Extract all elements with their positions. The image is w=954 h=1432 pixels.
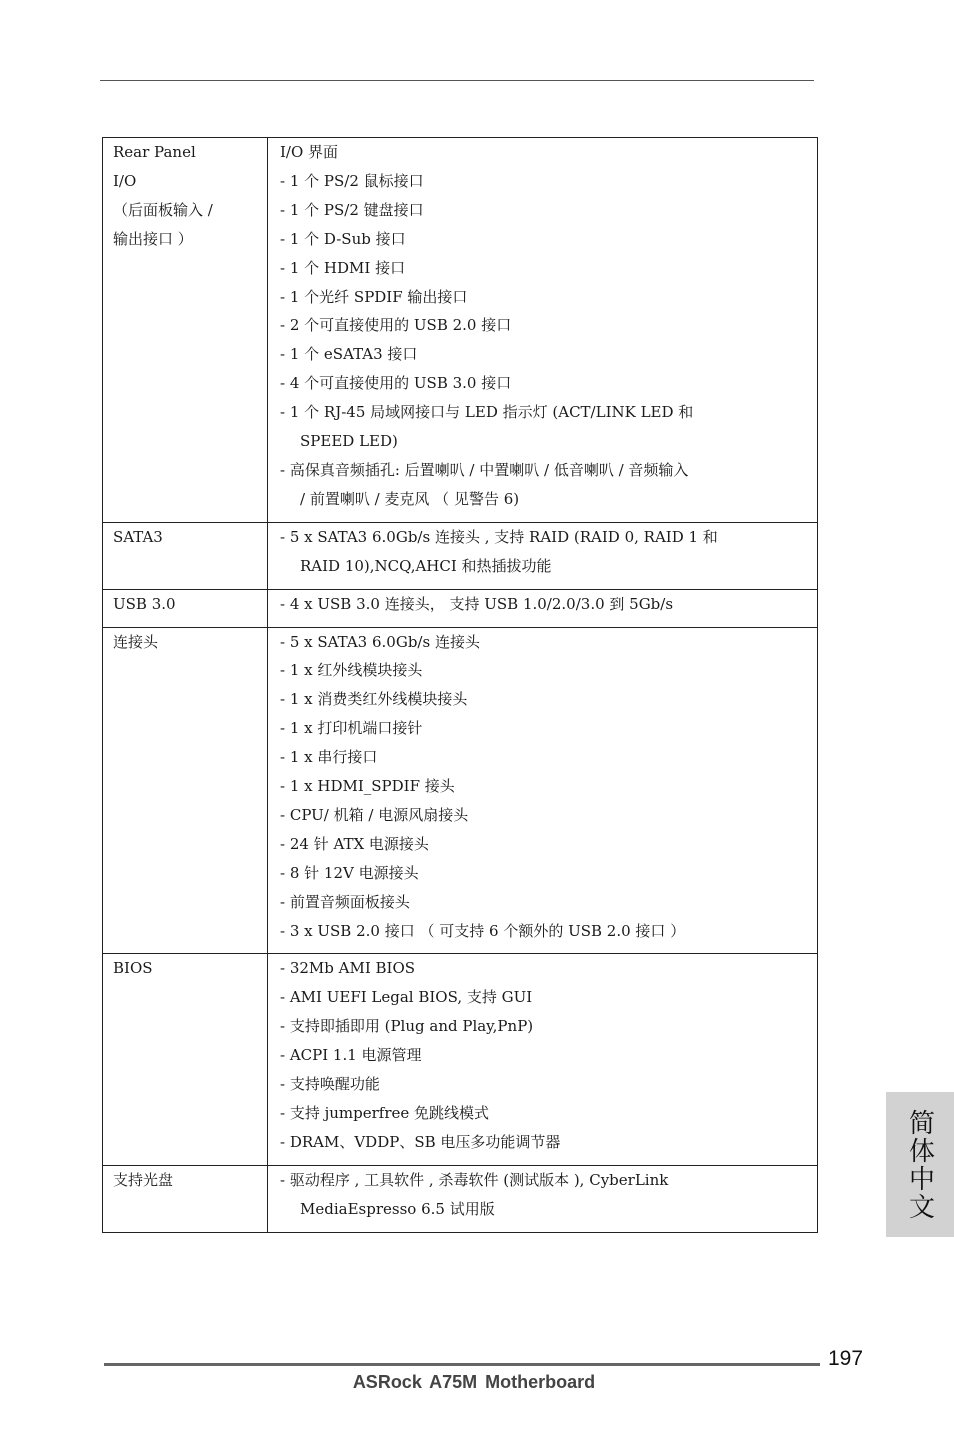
spec-value-line: - 5 x SATA3 6.0Gb/s 连接头 , 支持 RAID (RAID 0, RAID 1 和 xyxy=(280,527,718,546)
spec-row xyxy=(103,522,818,589)
spec-value-cell xyxy=(268,138,818,523)
spec-row xyxy=(103,138,818,523)
spec-value-line: - 5 x SATA3 6.0Gb/s 连接头 xyxy=(280,632,480,651)
spec-value-cell xyxy=(268,1165,818,1232)
spec-value-line: - 4 个可直接使用的 USB 3.0 接口 xyxy=(280,374,512,393)
spec-label-cell xyxy=(103,522,268,589)
spec-value-line: MediaEspresso 6.5 试用版 xyxy=(300,1199,495,1218)
top-rule xyxy=(100,80,814,81)
spec-value-line: - 1 个 RJ-45 局域网接口与 LED 指示灯 (ACT/LINK LED 和 xyxy=(280,403,694,422)
spec-row xyxy=(103,627,818,954)
spec-value-line: - 1 x 消费类红外线模块接头 xyxy=(280,690,468,709)
spec-value-line: - 支持唤醒功能 xyxy=(280,1075,380,1094)
spec-value-cell xyxy=(268,627,818,954)
spec-label-line: （后面板输入 / xyxy=(113,200,213,219)
spec-value-line: - AMI UEFI Legal BIOS, 支持 GUI xyxy=(280,988,533,1007)
spec-value-line: - DRAM、VDDP、SB 电压多功能调节器 xyxy=(280,1132,561,1151)
footer-title: ASRock A75M Motherboard xyxy=(352,1372,596,1392)
spec-label-line: USB 3.0 xyxy=(113,594,176,613)
spec-value-line: - 1 个 PS/2 键盘接口 xyxy=(280,200,424,219)
spec-table-body xyxy=(103,138,818,1233)
spec-value-line: - 1 个光纤 SPDIF 输出接口 xyxy=(280,287,468,306)
spec-value-line: SPEED LED) xyxy=(300,432,398,451)
spec-label-line: 支持光盘 xyxy=(113,1170,174,1189)
spec-value-line: - ACPI 1.1 电源管理 xyxy=(280,1046,422,1065)
spec-value-line: / 前置喇叭 / 麦克风 （ 见警告 6) xyxy=(300,489,520,508)
spec-label-line: SATA3 xyxy=(113,527,163,546)
spec-value-line: I/O 界面 xyxy=(280,143,339,161)
spec-label-line: 连接头 xyxy=(113,632,159,651)
spec-value-line: - CPU/ 机箱 / 电源风扇接头 xyxy=(280,805,469,824)
spec-value-line: - 1 x 红外线模块接头 xyxy=(280,661,423,680)
spec-label-cell xyxy=(103,1165,268,1232)
page-number: 197 xyxy=(828,1347,864,1370)
spec-value-cell xyxy=(268,522,818,589)
spec-value-cell xyxy=(268,954,818,1165)
spec-value-cell xyxy=(268,589,818,627)
spec-value-line: - 驱动程序 , 工具软件 , 杀毒软件 (测试版本 ), CyberLink xyxy=(280,1170,669,1189)
spec-value-line: RAID 10),NCQ,AHCI 和热插拔功能 xyxy=(300,556,552,575)
spec-value-line: - 4 x USB 3.0 连接头， 支持 USB 1.0/2.0/3.0 到 5Gb/s xyxy=(280,594,674,613)
spec-label-line: 输出接口 ） xyxy=(113,229,193,248)
spec-label-cell xyxy=(103,589,268,627)
bottom-rule xyxy=(104,1363,820,1366)
spec-label-line: BIOS xyxy=(113,959,153,978)
language-side-tab-label: 简体中文 xyxy=(904,1108,935,1221)
spec-row xyxy=(103,954,818,1165)
spec-value-line: - 1 个 PS/2 鼠标接口 xyxy=(280,171,424,190)
spec-label-line: I/O xyxy=(113,171,137,190)
spec-label-cell xyxy=(103,954,268,1165)
spec-label-cell xyxy=(103,627,268,954)
spec-label-line: Rear Panel xyxy=(113,143,196,161)
spec-row xyxy=(103,1165,818,1232)
spec-label-cell xyxy=(103,138,268,523)
spec-value-line: - 2 个可直接使用的 USB 2.0 接口 xyxy=(280,316,512,335)
spec-value-line: - 1 x HDMI_SPDIF 接头 xyxy=(280,777,455,796)
spec-value-line: - 3 x USB 2.0 接口 （ 可支持 6 个额外的 USB 2.0 接口 ） xyxy=(280,921,686,940)
spec-value-line: - 1 个 HDMI 接口 xyxy=(280,258,406,277)
spec-value-line: - 高保真音频插孔: 后置喇叭 / 中置喇叭 / 低音喇叭 / 音频输入 xyxy=(280,460,689,479)
spec-value-line: - 1 x 串行接口 xyxy=(280,748,378,767)
spec-value-line: - 1 个 D-Sub 接口 xyxy=(280,229,406,248)
spec-value-line: - 支持 jumperfree 免跳线模式 xyxy=(280,1104,490,1122)
language-side-tab xyxy=(886,1092,954,1237)
spec-value-line: - 支持即插即用 (Plug and Play,PnP) xyxy=(280,1017,534,1036)
spec-value-line: - 8 针 12V 电源接头 xyxy=(280,863,419,882)
spec-value-line: - 前置音频面板接头 xyxy=(280,892,410,911)
spec-value-line: - 32Mb AMI BIOS xyxy=(280,959,416,978)
spec-value-line: - 24 针 ATX 电源接头 xyxy=(280,834,429,853)
spec-row xyxy=(103,589,818,627)
spec-value-line: - 1 x 打印机端口接针 xyxy=(280,719,423,738)
spec-value-line: - 1 个 eSATA3 接口 xyxy=(280,345,418,364)
spec-table xyxy=(102,137,818,1233)
